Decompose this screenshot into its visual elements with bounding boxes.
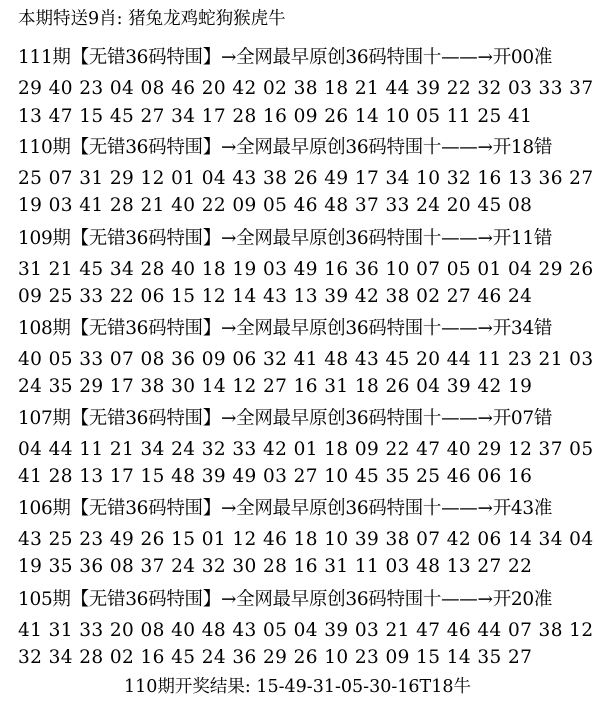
zodiac-header: 本期特送9肖: 猪兔龙鸡蛇狗猴虎牛	[18, 9, 286, 29]
number-row: 09 25 33 22 06 15 12 14 43 13 39 42 38 02 27 46 24	[18, 286, 533, 307]
number-row: 04 44 11 21 34 24 32 33 42 01 18 09 22 47 40 29 12 37 05	[18, 439, 594, 460]
number-row: 13 47 15 45 27 34 17 28 16 09 26 14 10 05 11 25 41	[18, 106, 533, 127]
period-title: 110期【无错36码特围】→全网最早原创36码特围十——→开18错	[18, 137, 553, 158]
number-row: 24 35 29 17 38 30 14 12 27 16 31 18 26 04 39 42 19	[18, 376, 533, 397]
draw-result: 110期开奖结果: 15-49-31-05-30-16T18牛	[124, 677, 471, 697]
number-row: 19 03 41 28 21 40 22 09 05 46 48 37 33 24 20 45 08	[18, 195, 533, 216]
period-title: 105期【无错36码特围】→全网最早原创36码特围十——→开20准	[18, 589, 553, 610]
period-title: 111期【无错36码特围】→全网最早原创36码特围十——→开00准	[18, 47, 553, 68]
number-row: 31 21 45 34 28 40 18 19 03 49 16 36 10 07 05 01 04 29 26	[18, 259, 594, 280]
number-row: 19 35 36 08 37 24 32 30 28 16 31 11 03 48 13 27 22	[18, 556, 533, 577]
number-row: 29 40 23 04 08 46 20 42 02 38 18 21 44 39 22 32 03 33 37	[18, 78, 594, 99]
number-row: 25 07 31 29 12 01 04 43 38 26 49 17 34 10 32 16 13 36 27	[18, 168, 594, 189]
number-row: 41 31 33 20 08 40 48 43 05 04 39 03 21 47 46 44 07 38 12	[18, 620, 594, 641]
period-title: 108期【无错36码特围】→全网最早原创36码特围十——→开34错	[18, 318, 553, 339]
number-row: 43 25 23 49 26 15 01 12 46 18 10 39 38 07 42 06 14 34 04	[18, 529, 594, 550]
period-title: 106期【无错36码特围】→全网最早原创36码特围十——→开43准	[18, 498, 553, 519]
number-row: 41 28 13 17 15 48 39 49 03 27 10 45 35 25 46 06 16	[18, 466, 533, 487]
number-row: 32 34 28 02 16 45 24 36 29 26 10 23 09 15 14 35 27	[18, 647, 533, 668]
number-row: 40 05 33 07 08 36 09 06 32 41 48 43 45 20 44 11 23 21 03	[18, 349, 594, 370]
period-title: 107期【无错36码特围】→全网最早原创36码特围十——→开07错	[18, 408, 553, 429]
period-title: 109期【无错36码特围】→全网最早原创36码特围十——→开11错	[18, 228, 553, 249]
